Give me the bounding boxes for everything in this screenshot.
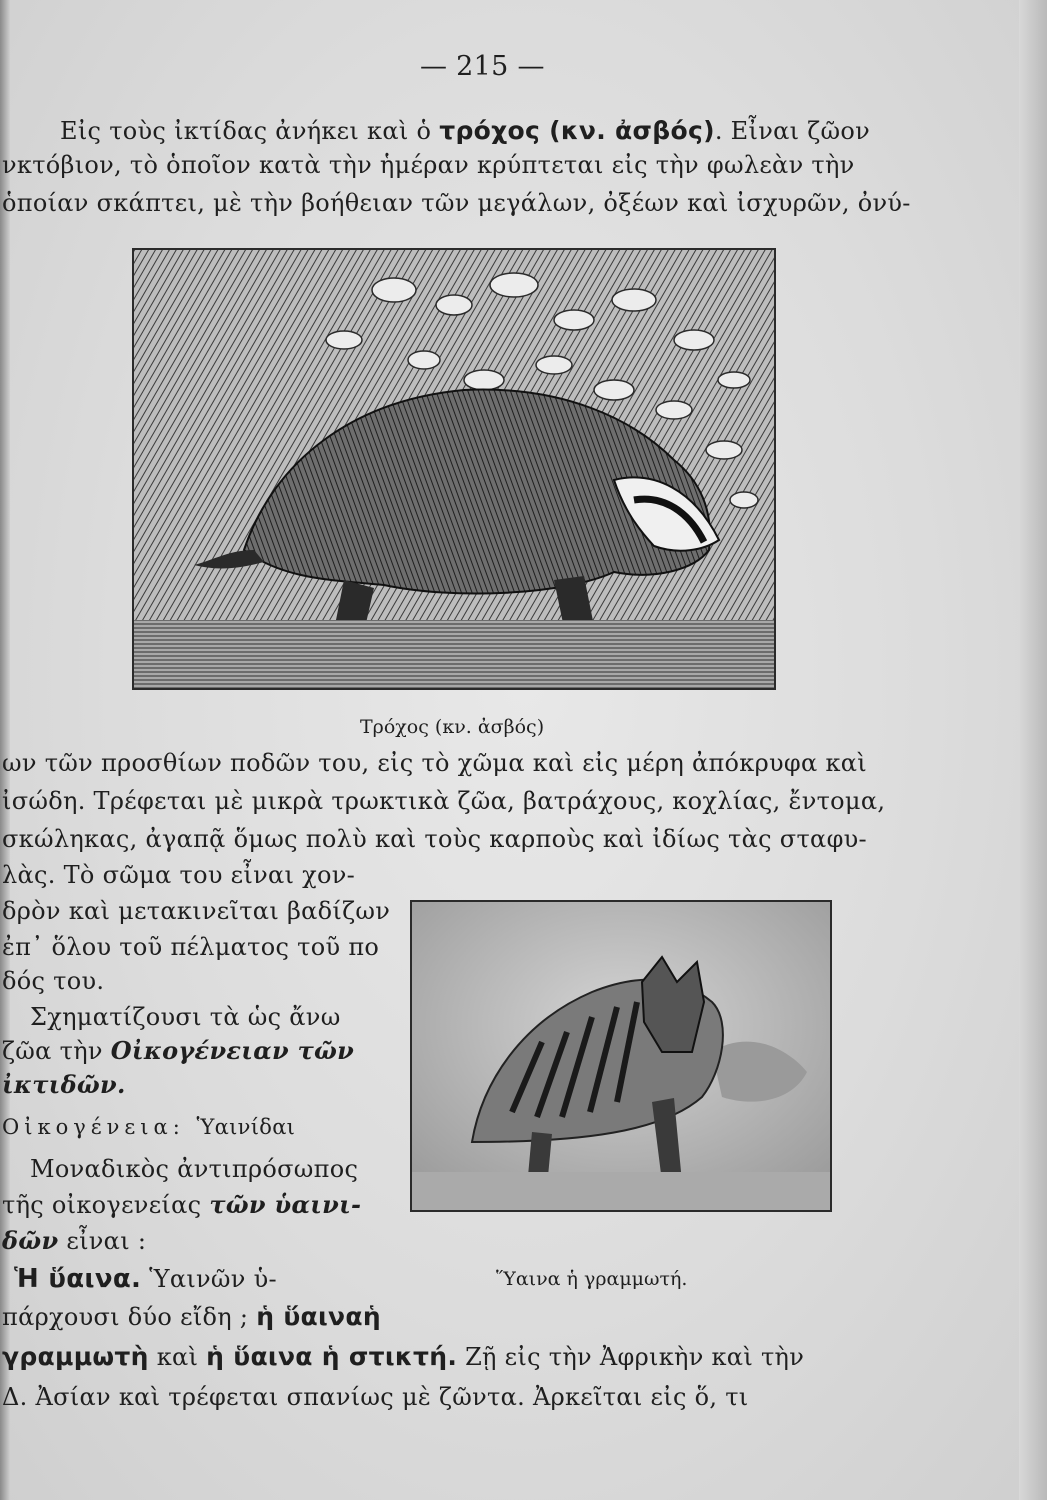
text-line: ἰσώδη. Τρέφεται μὲ μικρὰ τρωκτικὰ ζῶα, βατράχους, κοχλίας, ἔντομα, (2, 787, 886, 815)
text-line: δός του. (2, 967, 105, 995)
text-line: Ἡ ὕαινα. Ὑαινῶν ὑ- (14, 1264, 277, 1294)
page-edge-shadow (1019, 0, 1047, 1500)
text-line: λὰς. Τὸ σῶμα του εἶναι χον- (2, 861, 356, 889)
text-line: Σχηματίζουσι τὰ ὡς ἄνω (30, 1003, 341, 1031)
figure-caption: Ὕαινα ἡ γραμμωτή. (496, 1268, 688, 1290)
text-line: Μοναδικὸς ἀντιπρόσωπος (30, 1155, 359, 1183)
badger-engraving-figure (132, 248, 776, 690)
family-heading: Οἰκογένεια: Ὑαινίδαι (2, 1115, 296, 1139)
text-line: ἐπ᾽ ὅλου τοῦ πέλματος τοῦ πο (2, 933, 380, 961)
text-line: γραμμωτὴ καὶ ἡ ὕαινα ἡ στικτή. Ζῇ εἰς τὴν Ἀφρικὴν καὶ τὴν (2, 1342, 805, 1371)
striped-hyena-photo-icon (412, 902, 830, 1210)
text-line: τῆς οἰκογενείας τῶν ὑαινι- (2, 1190, 362, 1219)
page-number: — 215 — (420, 51, 545, 82)
text-line: ὁποίαν σκάπτει, μὲ τὴν βοήθειαν τῶν μεγάλων, ὀξέων καὶ ἰσχυρῶν, ὀνύ- (2, 189, 911, 217)
text-line: πάρχουσι δύο εἴδη ; ἡ ὕαιναἡ (2, 1302, 381, 1331)
text-line: ἰκτιδῶν. (2, 1070, 126, 1099)
text-line: Εἰς τοὺς ἰκτίδας ἀνήκει καὶ ὁ τρόχος (κν. ἀσβός). Εἶναι ζῶον (60, 116, 871, 145)
text-line: δῶν εἶναι : (2, 1226, 147, 1255)
figure-caption: Τρόχος (κν. ἀσβός) (360, 716, 545, 738)
badger-engraving-icon (134, 250, 774, 688)
hyena-photo-figure (410, 900, 832, 1212)
text-line: ων τῶν προσθίων ποδῶν του, εἰς τὸ χῶμα καὶ εἰς μέρη ἀπόκρυφα καὶ (2, 749, 867, 777)
text-line: νκτόβιον, τὸ ὁποῖον κατὰ τὴν ἡμέραν κρύπτεται εἰς τὴν φωλεὰν τὴν (2, 151, 855, 179)
text-line: σκώληκας, ἀγαπᾷ ὅμως πολὺ καὶ τοὺς καρποὺς καὶ ἰδίως τὰς σταφυ- (2, 825, 867, 853)
text-line: Δ. Ἀσίαν καὶ τρέφεται σπανίως μὲ ζῶντα. Ἀρκεῖται εἰς ὅ, τι (2, 1383, 749, 1411)
text-line: δρὸν καὶ μετακινεῖται βαδίζων (2, 897, 391, 925)
text-line: ζῶα τὴν Οἰκογένειαν τῶν (2, 1036, 355, 1065)
